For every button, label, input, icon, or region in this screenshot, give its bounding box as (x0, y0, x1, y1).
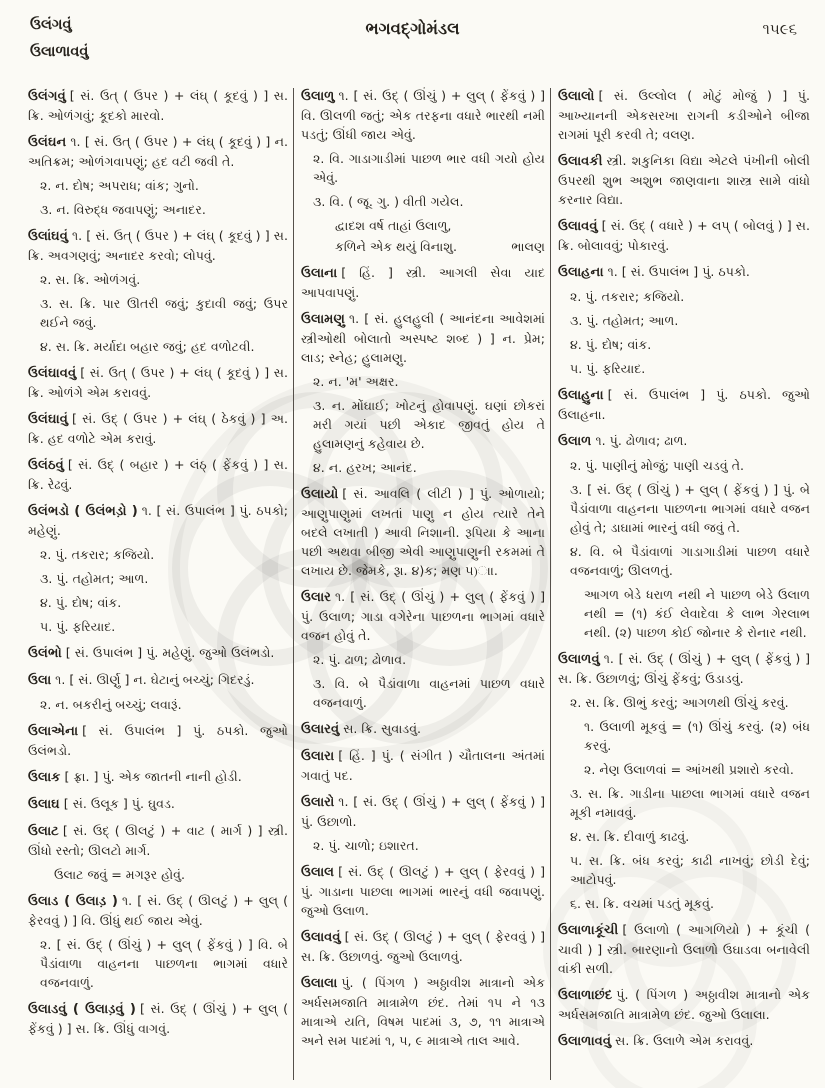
line-text: કળિને એક થયું વિનાશુ. (335, 239, 457, 254)
line-text: ૨. ન. બકરીનું બચ્ચું; લવારૂં. (40, 697, 182, 712)
entry-body: ૧. પું. ઢોળાવ; ઢાળ. (595, 433, 688, 448)
entry-body: ૧. [ સં. ઉત્ ( ઉપર ) + લંઘ્ ( કૂદવું ) ] ન. અતિક્રમ; ઓળંગવાપણું; હદ વટી જવી તે. (28, 134, 288, 169)
sense-line (301, 396, 545, 453)
entry-body: ૧. [ સં. ઉદ્ ( ઊલટું ) + લુલ્ ( ફેરવવું ) ] વિ. ઊંધું થઈ જાય એવું. (28, 893, 288, 928)
headword: ઉલાળાછંદ (558, 988, 613, 1003)
entry-body: ૧. [ સં. ઉદ્ ( ઊંચું ) + લુલ્ ( ફેંકવું ) ] પું. ઉલાળ; ગાડા વગેરેના પાછળના ભાગમાં વધારે વજન હોવું તે. (301, 589, 545, 643)
line-text: ૩. ન. મોંઘાઈ; ખોટનું હોવાપણું. ઘણાં છોકરાં મરી ગયાં પછી એકાદ જીવતું હોય તે હુલામણનું કહેવાય છે. (313, 398, 545, 451)
headword: ઉલાવવું (558, 219, 598, 234)
dict-entry (28, 794, 288, 814)
text-column-1 (28, 86, 288, 1084)
entry-body: [ ઉલાળો ( આગળિયો ) + કૂંચી ( ચાવી ) ] સ્ત્રી. બારણાનો ઉલાળો ઉઘાડવા બનાવેલી વાંકી સળી. (558, 922, 810, 976)
dict-entry (28, 767, 288, 787)
entry-body: [ સં. ઉદ્ ( ઊલટું ) + લુલ્ ( ફેરવવું ) ] સ. ક્રિ. ઉછાળવું. જુઓ ઉલાળવું. (301, 929, 545, 964)
dict-entry (28, 363, 288, 402)
sense-line (301, 372, 545, 391)
headword: ઉલંઘન (28, 135, 67, 150)
sense-line (301, 674, 545, 712)
entry-body: [ સં. ઉલ્લોલ ( મોટું મોજું ) ] પું. આખ્યાનની એકસરખા રાગની કડીઓને બીજા રાગમાં પૂરી કરવી તે; વલણ. (558, 88, 810, 142)
entry-body: પું. ( પિંગળ ) અઠ્ઠાવીશ માત્રાનો એક અર્ધસમજાતિ માત્રામેળ છંદ. જુઓ ઉલાલા. (558, 987, 810, 1022)
line-text: ૨. ન. 'મ' અક્ષર. (313, 374, 399, 389)
dict-entry (558, 151, 810, 209)
headword: ઉલાવકી (558, 154, 603, 169)
entry-body: [ સં. ઉપાલંભ ] પું. ઠપકો. જુઓ ઉલાહના. (558, 387, 810, 422)
headword: ઉલાઘ (28, 797, 60, 812)
headword: ઉલંભો (28, 646, 62, 661)
entry-body: [ સં. ઉદ્ ( ઊલટું ) + લુલ્ ( ફેરવવું ) ] પું. ગાડાના પાછલા ભાગમાં ભારનું વધી જવાપણું. જુઓ ઉલાળ. (301, 864, 545, 918)
headword: ઉલારવું (301, 722, 340, 737)
headword: ઉલામણુ (301, 312, 345, 327)
dict-entry (558, 216, 810, 255)
dict-entry (28, 721, 288, 760)
dict-entry (301, 484, 545, 580)
sense-line (558, 851, 810, 889)
verse-attribution: ભાલણ (511, 239, 545, 254)
sense-line (28, 200, 288, 219)
idiom-line (558, 585, 810, 642)
headword: ઉલાળાકૂંચી (558, 923, 619, 938)
headword: ઉલંઘાવવું (28, 366, 77, 381)
headword: ઉલાળાવવું (558, 1034, 612, 1049)
sense-line (301, 836, 545, 855)
entry-body: [ ફ્રા. ] પું. એક જાતની નાની હોડી. (64, 769, 242, 784)
verse-line (301, 216, 545, 235)
dict-entry (558, 86, 810, 144)
entry-body: ૧. [ સં. ઉપાલંભ ] પું. ઠપકો. (607, 264, 750, 279)
sense-line (28, 617, 288, 636)
dict-entry (28, 132, 288, 171)
page-title: ભગવદ્ગોમંડલ (365, 19, 460, 38)
line-text: ૬. સ. ક્રિ. વચમાં પડતું મૂકવું. (570, 896, 714, 911)
sense-line (558, 542, 810, 580)
dict-entry (558, 649, 810, 688)
dict-entry (301, 86, 545, 144)
line-text: ૪. સ. ક્રિ. મર્યાદા બહાર જવું; હદ વળોટવી. (40, 339, 255, 354)
line-text: દ્વાદશ વર્ષ તાહાં ઉલાળુ, (335, 218, 452, 233)
sense-line (28, 569, 288, 588)
line-text: ૩. સ. ક્રિ. પાર ઊતરી જવું; કુદાવી જવું; ઉપર થઈને જવું. (40, 296, 288, 330)
headword: ઉલાડ ( ઉલાડ઼ ) (28, 894, 118, 909)
idiom-line (558, 717, 810, 755)
dict-entry (301, 792, 545, 831)
sense-line (28, 176, 288, 195)
line-text: ૪. પું. દોષ; વાંક. (570, 337, 652, 352)
headword: ઉલંગવું (28, 89, 66, 104)
line-text: ૨. પું. તકરાર; કજિયો. (40, 547, 155, 562)
headword: ઉલાહના (558, 265, 604, 280)
headword: ઉલાયો (301, 487, 339, 502)
entry-body: ૧. [ સં. ઉદ્ ( ઊંચું ) + લુલ્ ( ફેંકવું ) ] સ. ક્રિ. ઉછાળવું; ઊંચું ફેંકવું; ઉડાડવું. (558, 651, 810, 686)
headword: ઉલાક (28, 770, 61, 785)
entry-body: ૧. [ સં. ઉદ્ ( ઊંચું ) + લુલ્ ( ફેંકવું ) ] પું. ઉછાળો. (301, 794, 545, 829)
entry-body: સ. ક્રિ. સુવાડવું. (343, 721, 422, 736)
idiom-line (558, 760, 810, 779)
headword: ઉલાટ (28, 824, 59, 839)
sense-line (301, 149, 545, 187)
sense-line (301, 650, 545, 669)
entry-body: ૧. [ સં. ઉપાલંભ ] પું. ઠપકો; મહેણું. (28, 503, 288, 538)
line-text: ૨. સ. ક્રિ. ઓળંગવું. (40, 272, 141, 287)
line-text: ૨. સ. ક્રિ. ઊભું કરવું; આગળથી ઊંચું કરવું. (570, 695, 789, 710)
sense-line (558, 480, 810, 537)
sense-line (28, 593, 288, 612)
headword: ઉલા (28, 673, 52, 688)
idiom-line (28, 865, 288, 884)
headword: ઉલાળુ (301, 89, 335, 104)
line-text: ૩. વિ. ( જૂ. ગુ. ) વીતી ગયેલ. (313, 194, 464, 209)
line-text: ૩. [ સં. ઉદ્ ( ઊંચું ) + લુલ્ ( ફેંકવું ) ] પું. બે પૈડાંવાળા વાહનના પાછળના ભાગમાં વધારે વજન હોવું તે; ડાઘામાં ભારનું વધી જવું તે. (570, 482, 810, 535)
entry-body: પું. ( પિંગળ ) અઠ્ઠાવીશ માત્રાનો એક અર્ધસમજાતિ માત્રામેળ છંદ. તેમાં ૧૫ ને ૧૩ માત્રાએ યતિ, વિષમ પાદમાં ૩, ૭, ૧૧ માત્રાએ અને સમ પાદમાં ૧, ૫, ૯ માત્રાએ તાલ આવે. (301, 975, 545, 1048)
line-text: ૪. ન. હરખ; આનંદ. (313, 460, 417, 475)
entry-body: [ સં. આવલિ ( લીટી ) ] પું. ઓળાયો; આણુપાણુમાં લખતાં પાણુ ન હોય ત્યારે તેને બદલે લખાતી ) આવી નિશાની. રૂપિયા કે આના પછી અથવા બીજી એવી આણુપાણુની રકમમાં તે લખાય છે. જેમકે, રૂા. ૪)ક; મણ ૫)ાા. (301, 486, 545, 578)
dict-entry (28, 226, 288, 265)
line-text: ૨. પું. ચાળો; ઇશારત. (313, 838, 419, 853)
entry-body: [ સં. ઉત્ ( ઉપર ) + લંઘ્ ( કૂદવું ) ] સ. ક્રિ. ઓળંગે એમ કરાવવું. (28, 365, 288, 400)
dict-entry (301, 587, 545, 645)
line-text: ૩. પું. તહોમત; આળ. (570, 313, 679, 328)
entry-body: સ. ક્રિ. ઉલાળે એમ કરાવવું. (615, 1033, 754, 1048)
line-text: ૫. સ. ક્રિ. બંધ કરવું; કાઢી નાખવું; છોડી દેવું; આટોપવું. (570, 853, 810, 887)
guide-word-top: ઉલંગવું (30, 17, 72, 33)
dict-entry (28, 455, 288, 494)
headword: ઉલાલ (301, 865, 335, 880)
headword: ઉલાવવું (301, 930, 341, 945)
line-text: ૨. નેણ ઉલાળવાં = આંખથી પ્રશારો કરવો. (584, 762, 794, 777)
dict-entry (558, 385, 810, 424)
text-column-3 (558, 86, 810, 1084)
entry-body: [ સં. ઉદ્ ( બહાર ) + લંઠ્ ( ફેંકવું ) ] સ. ક્રિ. રેઢવું. (28, 457, 288, 492)
column-divider (550, 88, 551, 1080)
sense-line (558, 693, 810, 712)
entry-body: [ સં. ઉદ્ ( ઉપર ) + લંઘ્ ( ઠેકવું ) ] અ. ક્રિ. હદ વળોટે એમ કરાવું. (28, 411, 288, 446)
line-text: ૨. ન. દોષ; અપરાધ; વાંક; ગુનો. (40, 178, 199, 193)
line-text: ૫. પું. ફરિયાદ. (570, 361, 646, 376)
entry-body: [ સં. ઉદ્ ( ઊંચું ) + લુલ્ ( ફેંકવું ) ] સ. ક્રિ. ઊંધું વાગવું. (28, 1001, 288, 1036)
dict-entry (28, 821, 288, 860)
dict-entry (301, 927, 545, 966)
dict-entry (301, 862, 545, 920)
dict-entry (558, 1031, 810, 1051)
entry-body: [ સં. ઉપાલંભ ] પું. ઠપકો. જુઓ ઉલંભડો. (28, 723, 288, 758)
page-number: ૧૫૯૬ (762, 20, 797, 38)
headword: ઉલાળ (558, 434, 592, 449)
dict-entry (558, 262, 810, 282)
line-text: ૧. ઉલાળી મૂકવું = (૧) ઊંચું કરવું. (૨) બંધ કરવું. (584, 719, 810, 753)
line-text: ૨. પું. ઢાળ; ઢોળાવ. (313, 652, 407, 667)
entry-body: ૧. [ સં. ઊર્ણુ ] ન. ઘેટાનું બચ્ચું; ગિદરડું. (55, 672, 255, 687)
entry-body: [ સં. ઉપાલંભ ] પું. મહેણું. જુઓ ઉલંભડો. (65, 645, 275, 660)
sense-line (28, 935, 288, 992)
line-text: ઉલાટ જવું = મગરૂર હોવું. (54, 867, 186, 882)
line-text: ૩. પું. તહોમત; આળ. (40, 571, 149, 586)
line-text: ૨. પું. પાણીનું મોજું; પાણી ચડવું તે. (570, 458, 745, 473)
headword: ઉલાહુના (558, 388, 604, 403)
entry-body: [ સં. ઉદ્ ( વધારે ) + લપ્ ( બોલવું ) ] સ. ક્રિ. બોલાવવું; પોકારવું. (558, 218, 810, 253)
sense-line (558, 287, 810, 306)
headword: ઉલંભડો ( ઉલંભડ઼ો ) (28, 504, 138, 519)
text-column-2 (301, 86, 545, 1084)
dict-entry (28, 643, 288, 663)
line-text: ૪. વિ. બે પૈડાંવાળાં ગાડાગાડીમાં પાછળ વધારે વજનવાળું; ઊલળતું. (570, 544, 810, 578)
guide-word-bottom: ઉલાળાવવું (30, 44, 89, 60)
line-text: ૨. વિ. ગાડાગાડીમાં પાછળ ભાર વધી ગયો હોય એવું. (313, 151, 545, 185)
line-text: ૩. ન. વિરુદ્ધ જવાપણું; અનાદર. (40, 202, 206, 217)
dict-entry (28, 670, 288, 690)
sense-line (28, 294, 288, 332)
line-text: ૩. વિ. બે પૈડાંવાળા વાહનમાં પાછળ વધારે વજનવાળું. (313, 676, 545, 710)
line-text: ૩. સ. ક્રિ. ગાડીના પાછલા ભાગમાં વધારે વજન મૂકી નમાવવું. (570, 786, 810, 820)
sense-line (28, 270, 288, 289)
entry-body: [ હિં. ] પું. ( સંગીત ) ચૌતાલના અંતમાં ગવાતું પદ. (301, 748, 545, 783)
verse-line (301, 237, 545, 256)
headword: ઉલાળવું (558, 652, 600, 667)
dict-entry (28, 86, 288, 125)
dict-entry (301, 719, 545, 739)
headword: ઉલારો (301, 795, 335, 810)
dict-entry (301, 746, 545, 785)
sense-line (558, 827, 810, 846)
sense-line (558, 359, 810, 378)
dict-entry (301, 973, 545, 1050)
headword: ઉલાલા (301, 976, 338, 991)
dict-entry (558, 920, 810, 978)
headword: ઉલાર (301, 590, 331, 605)
sense-line (558, 311, 810, 330)
dict-entry (28, 891, 288, 930)
sense-line (558, 456, 810, 475)
entry-body: [ સં. ઉદ્ ( ઊલટું ) + વાટ ( માર્ગ ) ] સ્ત્રી. ઊંધો રસ્તો; ઊલટો માર્ગ. (28, 823, 288, 858)
headword: ઉલાડવું ( ઉલાડ઼વું ) (28, 1002, 136, 1017)
sense-line (301, 192, 545, 211)
headword: ઉલાંઘવું (28, 229, 68, 244)
entry-body: [ સં. ઉલૂક ] પું. ઘુવડ. (63, 796, 175, 811)
dict-entry (558, 985, 810, 1024)
sense-line (28, 695, 288, 714)
line-text: ૨. [ સં. ઉદ્ ( ઊંચું ) + લુલ્ ( ફેંકવું ) ] વિ. બે પૈડાંવાળા વાહનના પાછળના ભાગમાં વધારે વજનવાળું. (40, 937, 288, 990)
entry-body: ૧. [ સં. ઉત્ ( ઉપર ) + લંઘ્ ( કૂદવું ) ] સ. ક્રિ. અવગણવું; અનાદર કરવો; લોપવું. (28, 228, 288, 263)
entry-body: [ હિં. ] સ્ત્રી. આગલી સેવા યાદ આપવાપણું. (301, 265, 545, 300)
sense-line (558, 894, 810, 913)
dict-entry (28, 409, 288, 448)
headword: ઉલાના (301, 266, 338, 281)
entry-body: ૧. [ સં. ઉદ્ ( ઊંચું ) + લુલ્ ( ફેંકવું ) ] વિ. ઊલળી જતું; એક તરફના વધારે ભારથી નમી પડતું; ઊંધી જાય એવું. (301, 88, 545, 142)
line-text: આગળ બેડે ધરાળ નથી ને પાછળ બેડે ઉલાળ નથી = (૧) કંઈ લેવાદેવા કે લાભ ગેરલાભ નથી. (૨) પાછળ કોઈ જોનાર કે રોનાર નથી. (584, 587, 810, 640)
entry-body: સ્ત્રી. શકુનિકા વિદ્યા એટલે પંખીની બોલી ઉપરથી શુભ અશુભ જાણવાના શાસ્ત્ર સામે વાંધો કરનાર વિદ્યા. (558, 153, 810, 207)
dict-entry (301, 309, 545, 367)
sense-line (28, 337, 288, 356)
headword: ઉલારા (301, 749, 335, 764)
line-text: ૨. પું. તકરાર; કજિયો. (570, 289, 685, 304)
headword: ઉલાલો (558, 89, 595, 104)
sense-line (558, 335, 810, 354)
line-text: ૪. સ. ક્રિ. દીવાળું કાઢવું. (570, 829, 690, 844)
headword: ઉલાએના (28, 724, 79, 739)
dict-entry (301, 263, 545, 302)
headword: ઉલંઘાવું (28, 412, 68, 427)
dict-entry (558, 431, 810, 451)
headword: ઉલંઠવું (28, 458, 64, 473)
dict-entry (28, 999, 288, 1038)
column-divider (293, 88, 294, 1080)
entry-body: [ સં. ઉત્ ( ઉપર ) + લંઘ્ ( કૂદવું ) ] સ. ક્રિ. ઓળંગવું; કૂદકો મારવો. (28, 88, 288, 123)
line-text: ૪. પું. દોષ; વાંક. (40, 595, 122, 610)
sense-line (301, 458, 545, 477)
sense-line (28, 545, 288, 564)
dict-entry (28, 501, 288, 540)
sense-line (558, 784, 810, 822)
line-text: ૫. પું. ફરિયાદ. (40, 619, 116, 634)
entry-body: ૧. [ સં. હુલહુલી ( આનંદના આવેશમાં સ્ત્રીઓથી બોલાતો અસ્પષ્ટ શબ્દ ) ] ન. પ્રેમ; લાડ; સ્નેહ; હુલામણુ. (301, 311, 545, 365)
